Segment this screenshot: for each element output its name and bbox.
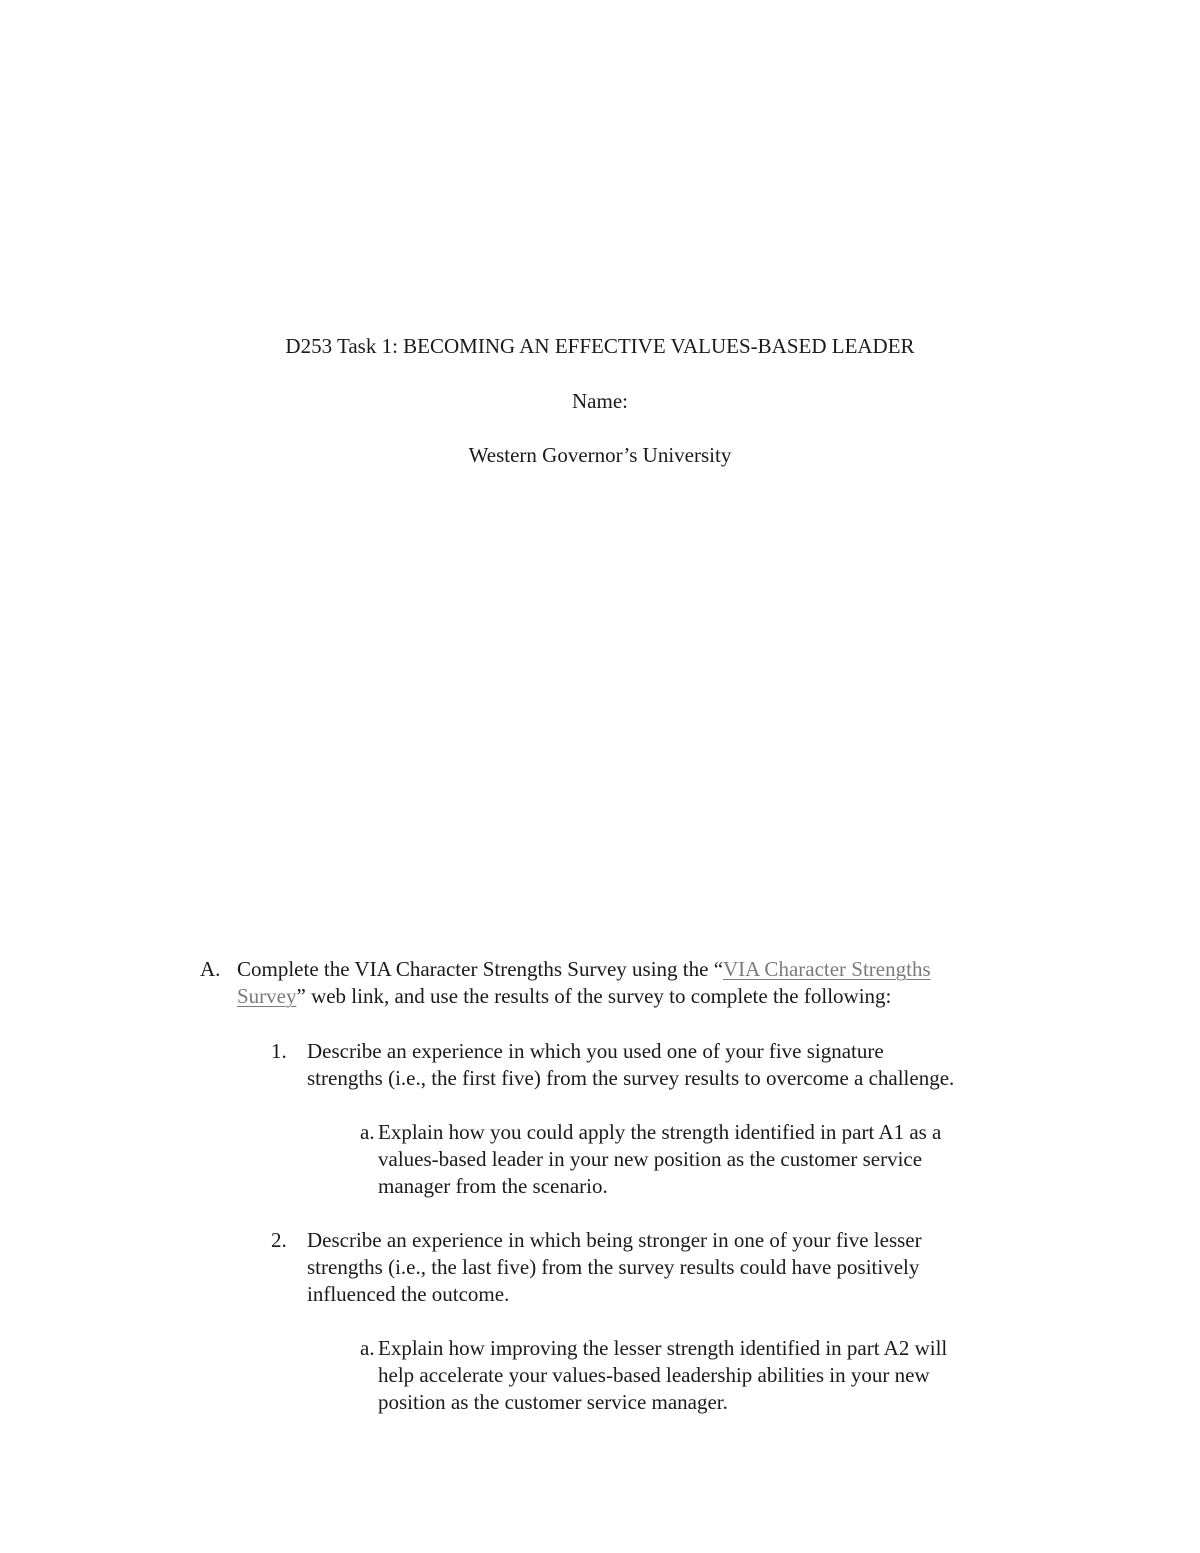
name-label: Name: bbox=[572, 389, 628, 413]
item-1a-line-3: manager from the scenario. bbox=[378, 1174, 608, 1198]
item-2-line-1: Describe an experience in which being stronger in one of your five lesser bbox=[307, 1228, 922, 1252]
item-2a-line-3: position as the customer service manager. bbox=[378, 1390, 728, 1414]
item-1a-line-1: Explain how you could apply the strength identified in part A1 as a bbox=[378, 1120, 942, 1144]
item-2-line-2: strengths (i.e., the last five) from the survey results could have positively bbox=[307, 1255, 920, 1279]
item-2a-marker: a. bbox=[360, 1336, 375, 1360]
document-title: D253 Task 1: BECOMING AN EFFECTIVE VALUES-BASED LEADER bbox=[285, 334, 915, 358]
institution-name: Western Governor’s University bbox=[468, 443, 732, 467]
section-a-text-before-link: Complete the VIA Character Strengths Survey using the “ bbox=[237, 957, 724, 981]
item-2-line-3: influenced the outcome. bbox=[307, 1282, 510, 1306]
section-a-line-2 bbox=[237, 983, 891, 1010]
section-a-line-1 bbox=[237, 956, 931, 983]
item-1a-line-2: values-based leader in your new position as the customer service bbox=[378, 1147, 923, 1171]
section-a-text-after-link: ” web link, and use the results of the survey to complete the following: bbox=[296, 984, 892, 1008]
via-survey-link-part2[interactable]: Survey bbox=[237, 984, 297, 1008]
item-1-line-1: Describe an experience in which you used one of your five signature bbox=[307, 1039, 884, 1063]
item-2a-line-2: help accelerate your values-based leadership abilities in your new bbox=[378, 1363, 930, 1387]
item-2a-line-1: Explain how improving the lesser strength identified in part A2 will bbox=[378, 1336, 948, 1360]
item-1-marker: 1. bbox=[271, 1039, 287, 1063]
item-1-line-2: strengths (i.e., the first five) from the survey results to overcome a challenge. bbox=[307, 1066, 955, 1090]
via-survey-link-part1[interactable]: VIA Character Strengths bbox=[723, 957, 931, 981]
item-2-marker: 2. bbox=[271, 1228, 287, 1252]
section-a-marker: A. bbox=[200, 957, 221, 981]
item-1a-marker: a. bbox=[360, 1120, 375, 1144]
